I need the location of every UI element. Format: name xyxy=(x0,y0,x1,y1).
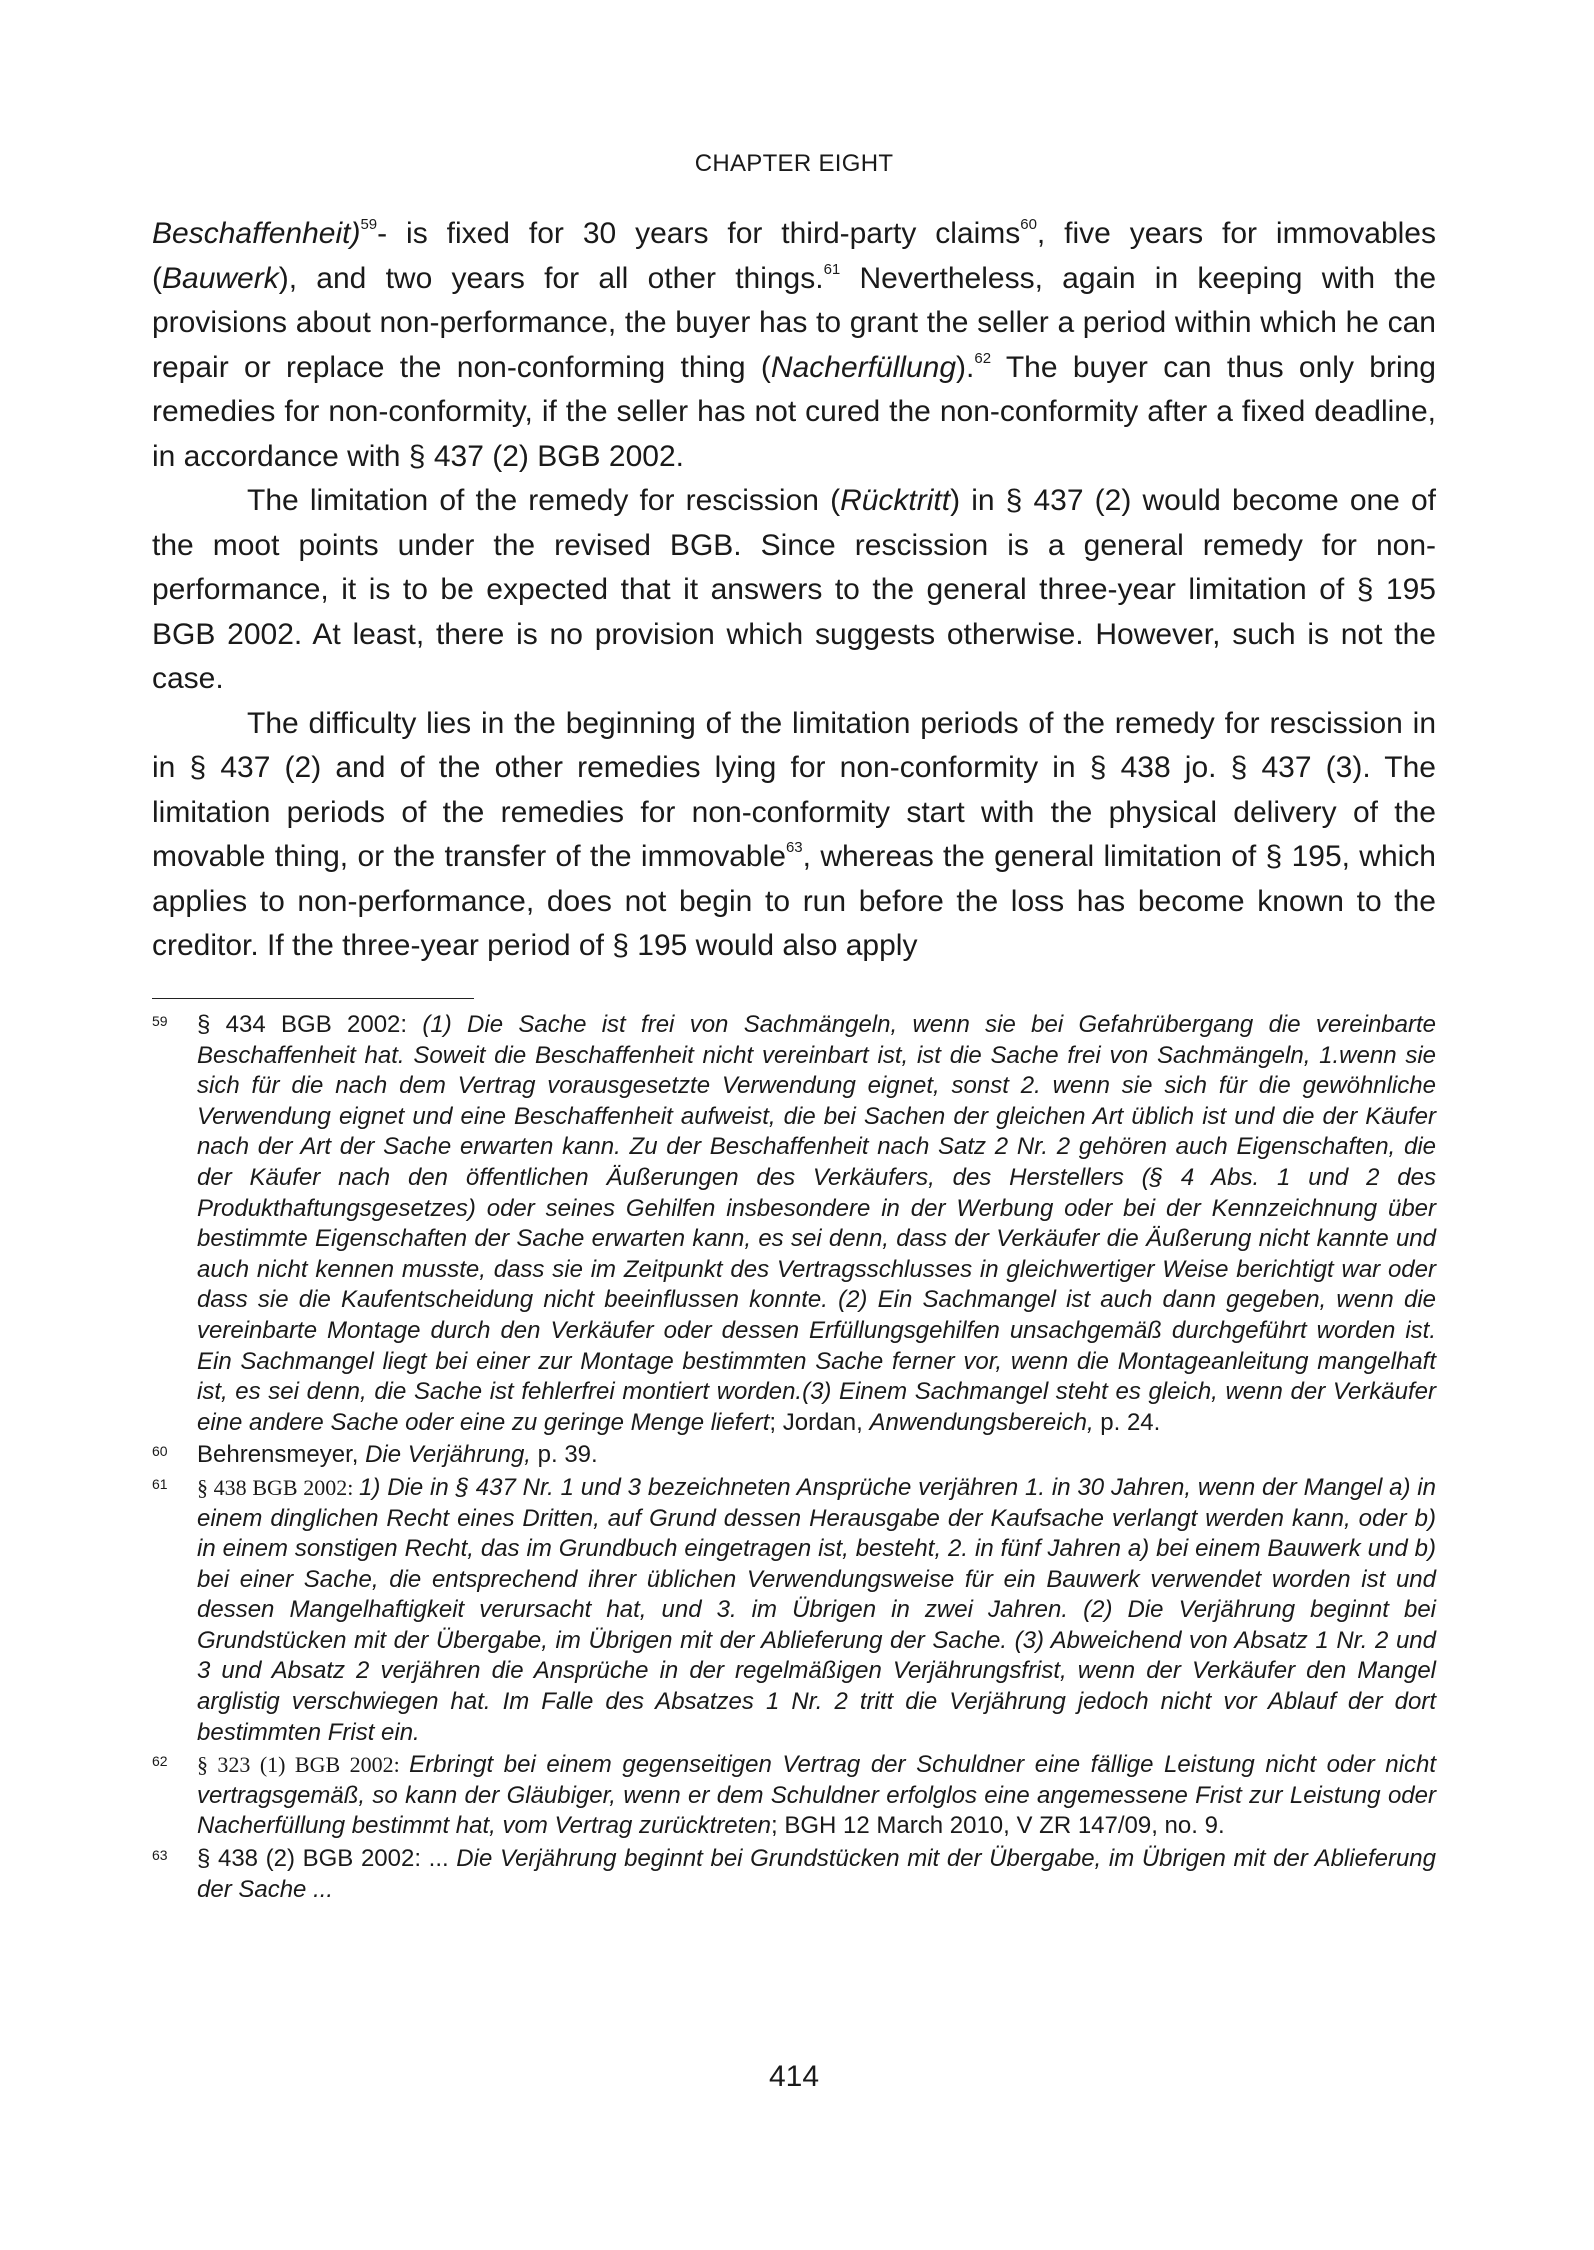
text-run: ), and two years for all other things. xyxy=(278,261,824,295)
paragraph-2 xyxy=(152,479,1436,702)
text-run: ; BGH 12 March 2010, V ZR 147/09, no. 9. xyxy=(771,1812,1225,1840)
footnote-ref-62: 62 xyxy=(974,349,992,367)
footnote-ref-59: 59 xyxy=(360,216,378,233)
text-run: ). xyxy=(956,350,975,384)
statute-quote: 1) Die in § 437 Nr. 1 und 3 bezeichneten Ansprüche verjähren 1. in 30 Jahren, wenn der Mangel a) in einem dinglichen Recht eines Dritten, auf Grund dessen Herausgabe der Kaufsache verlangt werden kann, oder b) in einem sonstigen Recht, das im Grundbuch eingetragen ist, besteht, 2. in fünf Jahren a) bei einem Bauwerk und b) bei einer Sache, die entsprechend ihrer üblichen Verwendungsweise für ein Bauwerk verwendet worden ist und dessen Mangelhaftigkeit verursacht hat, und 3. im Übrigen in zwei Jahren. (2) Die Verjährung beginnt bei Grundstücken mit der Übergabe, im Übrigen mit der Ablieferung der Sache. (3) Abweichend von Absatz 1 Nr. 2 und 3 und Absatz 2 verjähren die Ansprüche in der regelmäßigen Verjährungsfrist, wenn der Verkäufer den Mangel arglistig verschwiegen hat. Im Falle des Absatzes 1 Nr. 2 tritt die Verjährung jedoch nicht vor Ablauf der dort bestimmten Frist ein. xyxy=(197,1473,1436,1746)
book-page xyxy=(152,0,1436,2250)
text-run: Behrensmeyer, xyxy=(197,1441,366,1469)
footnote-text xyxy=(197,1473,1436,1748)
footnote-62 xyxy=(152,1750,1436,1842)
term-bauwerk: Bauwerk xyxy=(162,261,279,295)
text-run: p. 24. xyxy=(1093,1408,1161,1436)
footnote-number: 59 xyxy=(152,1013,168,1029)
footnote-ref-61: 61 xyxy=(823,260,841,278)
term-ruecktritt: Rücktritt xyxy=(840,484,951,517)
running-header: CHAPTER EIGHT xyxy=(694,150,894,177)
footnote-text xyxy=(197,1440,1436,1471)
footnote-61 xyxy=(152,1473,1436,1748)
text-run: § 438 BGB 2002: xyxy=(197,1474,360,1500)
text-run: ) in § 437 (2) would become one of the moot points under the revised BGB. Since rescission is a general remedy for non-performance, it is to be expected that it answers to the general three-year limitation of § 195 BGB 2002. At least, there is no provision which suggests otherwise. However, such is not the case. xyxy=(152,484,1437,695)
work-title: Anwendungsbereich, xyxy=(869,1408,1094,1436)
text-run: The buyer can thus only bring remedies for non-conformity, if the seller has not cured the non-conformity after a fixed deadline, in accordance with § 437 (2) BGB 2002. xyxy=(152,350,1436,473)
page-number: 414 xyxy=(768,2060,820,2093)
work-title: Die Verjährung, xyxy=(365,1441,531,1469)
footnotes xyxy=(152,1010,1436,1907)
text-run: - is fixed for 30 years for third-party claims xyxy=(377,217,1021,250)
text-run: Nevertheless, again in keeping with the provisions about non-performance, the buyer has to grant the seller a period within which he can repair or replace the non-conforming thing ( xyxy=(152,261,1437,384)
footnote-text xyxy=(197,1844,1436,1905)
footnote-separator xyxy=(152,998,474,999)
footnote-60 xyxy=(152,1440,1436,1471)
statute-quote: (1) Die Sache ist frei von Sachmängeln, wenn sie bei Gefahrübergang die vereinbarte Beschaffenheit hat. Soweit die Beschaffenheit nicht vereinbart ist, ist die Sache frei von Sachmängeln, 1.wenn sie sich für die nach dem Vertrag vorausgesetzte Verwendung eignet, sonst 2. wenn sie sich für die gewöhnliche Verwendung eignet und eine Beschaffenheit aufweist, die bei Sachen der gleichen Art üblich ist und die der Käufer nach der Art der Sache erwarten kann. Zu der Beschaffenheit nach Satz 2 Nr. 2 gehören auch Eigenschaften, die der Käufer nach den öffentlichen Äußerungen des Verkäufers, des Herstellers (§ 4 Abs. 1 und 2 des Produkthaftungsgesetzes) oder seines Gehilfen insbesondere in der Werbung oder bei der Kennzeichnung über bestimmte Eigenschaften der Sache erwarten kann, es sei denn, dass der Verkäufer die Äußerung nicht kannte und auch nicht kennen musste, dass sie im Zeitpunkt des Vertragsschlusses in gleichwertiger Weise berichtigt war oder dass sie die Kaufentscheidung nicht beeinflussen konnte. (2) Ein Sachmangel ist auch dann gegeben, wenn die vereinbarte Montage durch den Verkäufer oder dessen Erfüllungsgehilfen unsachgemäß durchgeführt worden ist. Ein Sachmangel liegt bei einer zur Montage bestimmten Sache ferner vor, wenn die Montageanleitung mangelhaft ist, es sei denn, die Sache ist fehlerfrei montiert worden.(3) Einem Sachmangel steht es gleich, wenn der Verkäufer eine andere Sache oder eine zu geringe Menge liefert xyxy=(197,1011,1436,1436)
statute-quote: Erbringt bei einem gegenseitigen Vertrag der Schuldner eine fällige Leistung nicht oder nicht vertragsgemäß, so kann der Gläubiger, wenn er dem Schuldner erfolglos eine angemessene Frist zur Leistung oder Nacherfüllung bestimmt hat, vom Vertrag zurücktreten xyxy=(197,1751,1436,1840)
text-run: The difficulty lies in the beginning of the limitation periods of the remedy for rescission in in § 437 (2) and of the other remedies lying for non-conformity in § 438 jo. § 437 (3). The limitation periods of the remedies for non-conformity start with the physical delivery of the movable thing, or the transfer of the immovable xyxy=(152,706,1436,873)
text-run: ; Jordan, xyxy=(769,1408,870,1436)
footnote-number: 63 xyxy=(152,1847,168,1864)
footnote-63 xyxy=(152,1844,1436,1905)
term-nacherfuellung: Nacherfüllung xyxy=(770,350,957,384)
footnote-59 xyxy=(152,1010,1436,1438)
text-run: p. 39. xyxy=(530,1441,598,1469)
paragraph-3 xyxy=(152,702,1436,969)
main-text xyxy=(152,212,1436,969)
text-run: The limitation of the remedy for rescission ( xyxy=(247,484,841,517)
footnote-number: 62 xyxy=(152,1753,168,1770)
text-run: § 438 (2) BGB 2002: ... xyxy=(197,1845,457,1873)
term-beschaffenheit: Beschaffenheit) xyxy=(152,217,361,250)
footnote-ref-60: 60 xyxy=(1020,216,1037,233)
footnote-text xyxy=(197,1010,1436,1438)
text-run: , whereas the general limitation of § 195, which applies to non-performance, does not begin to run before the loss has become known to the creditor. If the three-year period of § 195 would also apply xyxy=(152,840,1436,962)
text-run: § 434 BGB 2002: xyxy=(197,1011,423,1038)
footnote-ref-63: 63 xyxy=(785,839,803,856)
paragraph-1 xyxy=(152,212,1436,479)
footnote-number: 60 xyxy=(152,1443,168,1460)
text-run: § 323 (1) BGB 2002: xyxy=(197,1752,410,1778)
text-run: , five years for immovables ( xyxy=(152,217,1436,295)
footnote-number: 61 xyxy=(152,1475,168,1492)
statute-quote: Die Verjährung beginnt bei Grundstücken mit der Übergabe, im Übrigen mit der Ablieferung der Sache ... xyxy=(197,1845,1436,1903)
footnote-text xyxy=(197,1750,1436,1842)
